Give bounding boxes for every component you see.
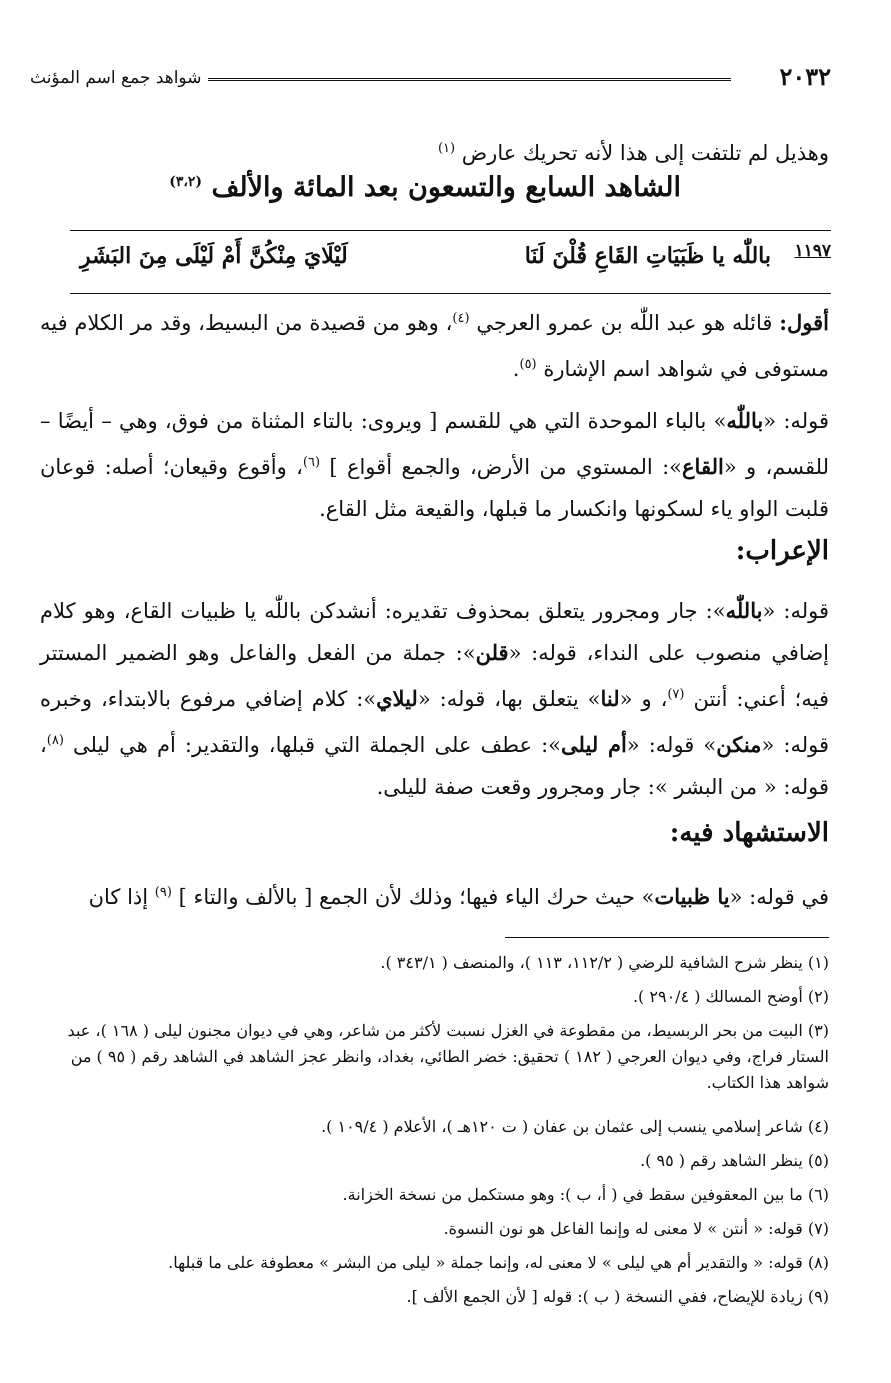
footnote-9: (٩) زيادة للإيضاح، ففي النسخة ( ب ): قوله [ لأن الجمع الألف ]. [406, 1287, 829, 1306]
verse-hemistich-first: باللّٰه يا ظَبَيَاتِ القَاعِ قُلْنَ لَنَا [524, 243, 771, 269]
paragraph-text: » قوله: « [626, 733, 717, 757]
paragraph-text: »: كلام إضافي مرفوع بالابتداء، وخبره قوله: « [40, 687, 829, 757]
verse-hemistich-second: لَيْلَايَ مِنْكُنَّ أَمْ لَيْلَى مِنَ البَشَرِ [80, 243, 348, 269]
paragraph-text: »: المستوي من الأرض، والجمع أقواع ] [329, 455, 683, 479]
footnote-8: (٨) قوله: « والتقدير أم هي ليلى » لا معنى له، وإنما جملة « ليلى من البشر » معطوفة على ما قبلها. [168, 1253, 829, 1272]
footnote-7: (٧) قوله: « أنتن » لا معنى له وإنما الفاعل هو نون النسوة. [443, 1219, 829, 1238]
paragraph-text: ، وأقوع وقيعان؛ أصله: قوعان قلبت الواو ياء لسكونها وانكسار ما قبلها، والقيعة مثل القاع. [40, 455, 829, 521]
paragraph-text: إذا كان [88, 885, 155, 909]
paragraph-text: »: جملة من الفعل والفاعل وهو الضمير المستتر فيه؛ أعني: أنتن [40, 641, 829, 711]
paragraph-text: »: جار ومجرور يتعلق بمحذوف تقديره: أنشدكن باللّٰه يا ظبيات القاع، وهو كلام إضافي منصوب على النداء، قوله: « [40, 599, 829, 665]
paragraph-text: » بالباء الموحدة التي هي للقسم [ ويروى: بالتاء المثناة من فوق، وهي – أيضًا – للقسم، و « [40, 409, 829, 479]
footnote-ref: (٤) [452, 311, 470, 326]
footnote-ref: (١) [437, 141, 456, 156]
term: أم ليلى [561, 732, 627, 757]
page-header [30, 62, 831, 92]
shahid-title-text: الشاهد السابع والتسعون بعد المائة والألف [211, 172, 681, 203]
footnote-3: (٣) البيت من بحر الربسيط، من مقطوعة في الغزل نسبت لأكثر من شاعر، وهي في ديوان مجنون ليلى ( ١٦٨ )، عبد الستار فراج، وفي ديوان العرجي ( ١٨٢ ) تحقيق: خضر الطائي، بغداد، وانظر عجز الشاهد في الشاهد رقم ( ٩٥ ) من شواهد هذا الكتاب. [67, 1021, 829, 1092]
footnote-ref: (٥) [519, 357, 537, 372]
term: القاع [682, 454, 724, 479]
paragraph-text: ، و « [619, 687, 668, 711]
qawluhu-paragraph [40, 400, 829, 530]
footnote-4: (٤) شاعر إسلامي ينسب إلى عثمان بن عفان ( ت ١٢٠هـ )، الأعلام ( ١٠٩/٤ ). [321, 1117, 829, 1136]
aqulu-text: . [512, 357, 520, 381]
term: باللّٰه [725, 598, 763, 623]
istishhad-paragraph [40, 872, 829, 918]
page-number: ٢٠٣٢ [779, 62, 831, 91]
paragraph-text: قوله: « [763, 409, 829, 433]
irab-heading: الإعراب: [735, 536, 829, 566]
paragraph-text: قوله: « [762, 599, 829, 623]
footnote-6: (٦) ما بين المعقوفين سقط في ( أ، ب ): وهو مستكمل من نسخة الخزانة. [342, 1185, 829, 1204]
paragraph-text: » حيث حرك الياء فيها؛ وذلك لأن الجمع [ بالألف والتاء ] [178, 885, 655, 909]
footnote-separator [505, 937, 829, 938]
paragraph-text: »: عطف على الجملة التي قبلها، والتقدير: أم هي ليلى [73, 733, 562, 757]
footnote-2: (٢) أوضح المسالك ( ٢٩٠/٤ ). [632, 987, 829, 1006]
footnote-ref: (٨) [46, 733, 64, 748]
running-title: شواهد جمع اسم المؤنث [30, 68, 202, 88]
term: ليلاي [376, 686, 418, 711]
footnote-ref: (٣،٢) [169, 174, 203, 190]
verse-number: ١١٩٧ [794, 241, 831, 261]
paragraph-text: » يتعلق بها، قوله: « [417, 687, 601, 711]
footnote-ref: (٧) [667, 687, 685, 702]
term: منكن [716, 732, 762, 757]
aqulu-label: أقول: [779, 310, 829, 335]
paragraph-text: في قوله: « [729, 885, 829, 909]
term: قلن [475, 640, 509, 665]
shahid-title [169, 172, 681, 203]
term: باللّٰه [726, 408, 764, 433]
term: يا ظبيات [654, 884, 730, 909]
footnote-ref: (٩) [154, 885, 172, 900]
aqulu-paragraph [40, 298, 829, 390]
irab-paragraph [40, 590, 829, 808]
header-double-rule [208, 78, 731, 84]
footnote-5: (٥) ينظر الشاهد رقم ( ٩٥ ). [640, 1151, 829, 1170]
paragraph-text: ، قوله: « من البشر »: جار ومجرور وقعت صفة لليلى. [40, 733, 829, 799]
aqulu-text: ، وهو من قصيدة من البسيط، وقد مر الكلام فيه مستوفى في شواهد اسم الإشارة [40, 311, 829, 381]
istishhad-heading: الاستشهاد فيه: [669, 818, 829, 848]
aqulu-text: قائله هو عبد اللّٰه بن عمرو العرجي [476, 311, 773, 335]
opening-line [40, 128, 829, 174]
footnote-1: (١) ينظر شرح الشافية للرضي ( ١١٢/٢، ١١٣ )، والمنصف ( ٣٤٣/١ ). [380, 953, 829, 972]
opening-text: وهذيل لم تلتفت إلى هذا لأنه تحريك عارض [461, 141, 829, 165]
term: لنا [600, 686, 620, 711]
verse-box [70, 230, 831, 294]
footnote-ref: (٦) [302, 455, 321, 470]
